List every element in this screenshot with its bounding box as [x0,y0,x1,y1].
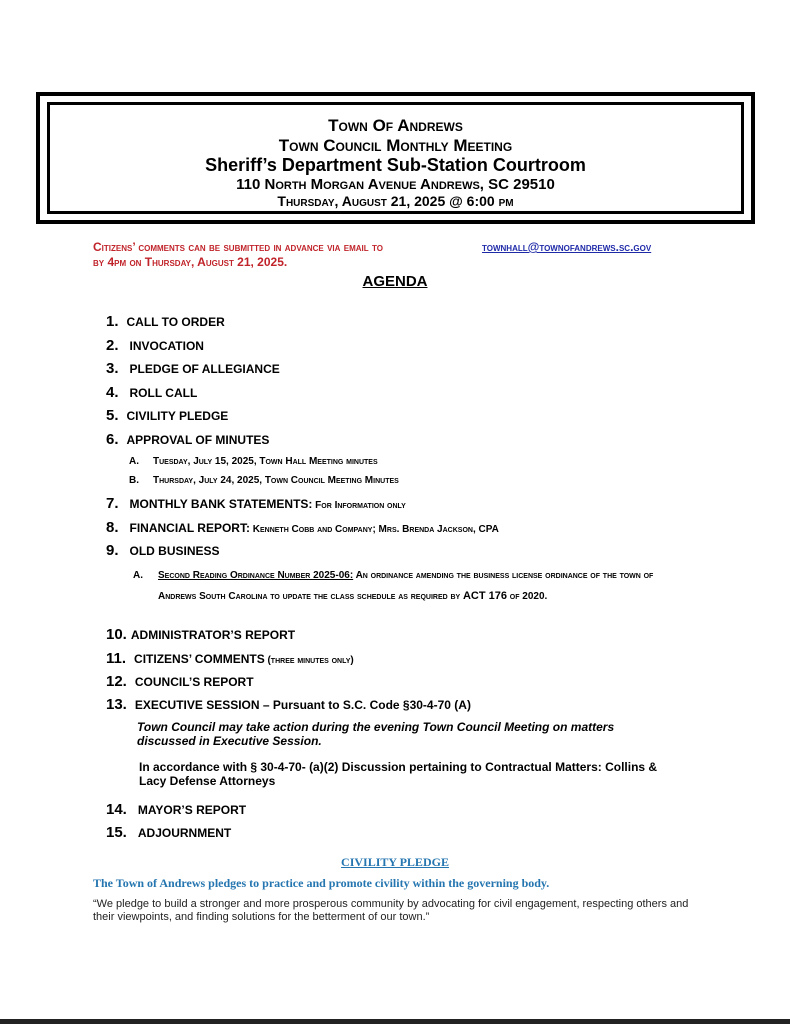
item-label: ADMINISTRATOR’S REPORT [130,628,296,642]
civility-quote: “We pledge to build a stronger and more prosperous community by advocating for civil engagement, respecting others and their viewpoints, and finding solutions for the betterment of our town.” [93,898,689,923]
item-label: OLD BUSINESS [129,544,220,558]
item-label: PLEDGE OF ALLEGIANCE [129,362,280,376]
header-meeting-title: Town Council Monthly Meeting [278,135,513,155]
ordinance-title: Second Reading Ordinance Number 2025-06: [158,570,354,581]
agenda-item [106,650,354,667]
agenda-item [106,519,499,536]
citizens-notice [93,240,713,270]
agenda-item [106,313,225,330]
agenda-item [106,626,295,643]
minutes-letter: B. [129,475,139,486]
minutes-text: Tuesday, July 15, 2025, Town Hall Meeting minutes [153,456,378,467]
agenda-item [106,495,406,512]
header-inner-box [47,102,744,214]
civility-subtitle: The Town of Andrews pledges to practice and promote civility within the governing body. [93,876,550,890]
civility-title: CIVILITY PLEDGE [341,855,449,869]
item-number: 8. [106,519,119,536]
agenda-item [106,673,254,690]
citizens-notice-line1: Citizens’ comments can be submitted in advance via email to [93,240,383,254]
item-number: 10. [106,626,127,643]
item-label: CITIZENS’ COMMENTS [134,652,265,666]
item-number: 11. [106,650,127,667]
header-address: 110 North Morgan Avenue Andrews, SC 29510 [236,175,555,193]
minutes-item [129,475,399,486]
item-label: CIVILITY PLEDGE [126,409,229,423]
item-label: MONTHLY BANK STATEMENTS: [129,497,313,511]
item-label: COUNCIL’S REPORT [134,675,254,689]
header-location: Sheriff’s Department Sub-Station Courtroom [205,155,586,176]
agenda-item [106,360,280,377]
bottom-edge-bar [0,1019,790,1024]
item-number: 14. [106,801,127,818]
item-label: ADJOURNMENT [137,826,232,840]
agenda-item [106,542,220,559]
citizens-notice-line2: by 4pm on Thursday, August 21, 2025. [93,255,288,269]
item-label: MAYOR’S REPORT [137,803,247,817]
item-number: 7. [106,495,119,512]
old-business-letter: A. [133,570,143,581]
item-label: CALL TO ORDER [126,315,225,329]
item-label: EXECUTIVE SESSION – Pursuant to S.C. Code §30-4-70 (A) [134,698,471,712]
header-date-time: Thursday, August 21, 2025 @ 6:00 pm [277,193,514,210]
item-number: 3. [106,360,119,377]
minutes-letter: A. [129,456,139,467]
agenda-item [106,696,471,713]
item-suffix: (three minutes only) [264,655,354,666]
item-number: 5. [106,407,119,424]
agenda-item [106,337,204,354]
agenda-item [106,801,246,818]
header-box [36,92,755,224]
ordinance-act: ACT 176 [462,590,508,602]
executive-detail: In accordance with § 30-4-70- (a)(2) Discussion pertaining to Contractual Matters: Collins & Lacy Defense Attorneys [139,760,658,788]
minutes-item [129,456,378,467]
item-number: 1. [106,313,119,330]
item-suffix: For Information only [312,500,406,511]
item-number: 9. [106,542,119,559]
item-label: ROLL CALL [129,386,198,400]
email-link[interactable]: townhall@townofandrews.sc.gov [482,240,652,254]
minutes-text: Thursday, July 24, 2025, Town Council Meeting Minutes [153,475,399,486]
ordinance-text-end: of 2020. [507,591,548,602]
agenda-item [106,407,228,424]
agenda-item [106,431,269,448]
agenda-title: AGENDA [362,273,428,290]
executive-note: Town Council may take action during the evening Town Council Meeting on matters discussed in Executive Session. [137,720,615,748]
old-business-item [133,565,693,607]
header-town-name: Town Of Andrews [328,116,463,135]
item-number: 6. [106,431,119,448]
item-label: APPROVAL OF MINUTES [126,433,270,447]
agenda-item [106,384,197,401]
item-label: INVOCATION [129,339,204,353]
item-number: 2. [106,337,119,354]
item-number: 15. [106,824,127,841]
agenda-item [106,824,231,841]
item-number: 13. [106,696,127,713]
item-number: 4. [106,384,119,401]
ordinance-text: An ordinance amending the business license ordinance of the town of Andrews South Carolina to update the class schedule as required by [158,570,654,602]
item-number: 12. [106,673,127,690]
item-label: FINANCIAL REPORT: [129,521,250,535]
item-suffix: Kenneth Cobb and Company; Mrs. Brenda Jackson, CPA [249,524,499,535]
